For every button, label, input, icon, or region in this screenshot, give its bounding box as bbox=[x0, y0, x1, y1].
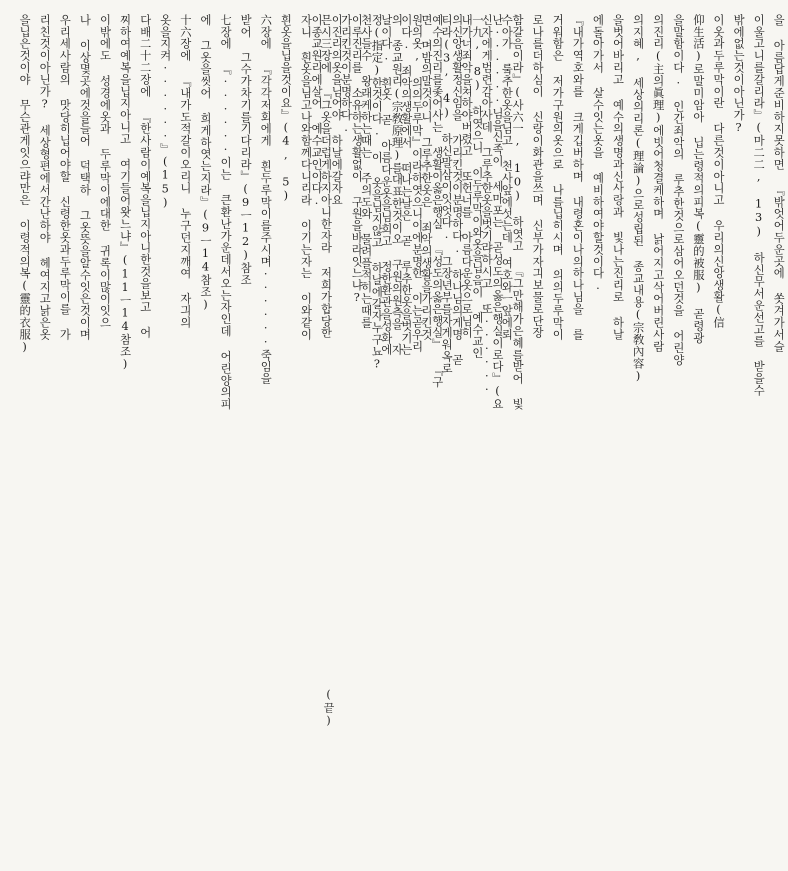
text-line: 가리킨것이분명하다. bbox=[339, 14, 353, 135]
text-line: 이밖에도 성경에옷과 두루막이에대한 귀록이많이잇으 bbox=[98, 14, 112, 329]
text-line: 이옷과두루막이란 다른것이아니고 우리의신앙생활(信 bbox=[711, 14, 725, 329]
text-line: 을 아름답게준비하지못하면 『밖엇어두운곳에 쏫겨가서슬 bbox=[772, 14, 786, 353]
text-line: 仰生活)로말미암아 닙는령적의피복(靈的被服) 곧령광 bbox=[691, 14, 705, 344]
text-line: 함갈음이라』(사六一, 10) 하엿고 『그만해가은혜를받어 빛 bbox=[511, 14, 525, 411]
text-line: 면 며밤의말것이니 그루추한옷은 죄악의생활을가리킨것 bbox=[419, 14, 433, 341]
text-line: 로나를더하심이 신랑이화관을쓰며 신부가자긔보물로단장 bbox=[531, 14, 545, 339]
text-line: 옷을지켜······』(15) bbox=[158, 14, 172, 210]
left-text-columns bbox=[14, 14, 516, 850]
text-line: 을말함이다. 인간죄악의 루추한것으로삼어오던것을 어린양 bbox=[671, 14, 685, 366]
text-line: 이진리의옷을님어야 하날에갈자요 bbox=[330, 14, 344, 207]
text-line: 의 종교원리(宗敎原理)를대표한것이오 구원의원측을 자 bbox=[390, 14, 404, 356]
text-line: 이루진리를 소유하는생활없이 구원을바라잇느냐? bbox=[350, 14, 364, 305]
text-line: 七장에 『······이는 큰환난가운데서오는자인데 어린양의피 bbox=[219, 14, 233, 411]
text-line: 의지혜, 세상의리론(理論)으로성립된 종교내용(宗敎內容) bbox=[631, 14, 645, 383]
text-line: 천사들수 왕래케하는때는 주의도와 물려플적히는때를 bbox=[359, 14, 373, 329]
text-line: 『내가역호와를 크게깁버하며 내령혼이나의하나님을 를 bbox=[571, 14, 585, 341]
text-line: 티라(3, 4) 하신말삼이잇엇다. 그장년부를자게워옥로 bbox=[440, 14, 454, 375]
text-line: 찌하여예복을닙지아니고 여기들어왓느냐』(11ㅡ14참조) bbox=[118, 14, 132, 371]
text-line: 난······님을신족이 세마포는 곧성도의옳은행실이로다』(요 bbox=[490, 14, 504, 411]
text-line: 十六장에 『내가도적갈이오리니 누구던지깨여 자긔의 bbox=[178, 14, 192, 329]
text-line: 을닙은것이야 무슨관게잇으랴만은 이령적의복(靈的衣服) bbox=[18, 14, 32, 354]
text-line: 이종교원리에살어 예수교인이다. bbox=[310, 14, 324, 208]
text-line: 에돌아가서 살수잇는옷을 예비하여야할것이다. bbox=[591, 14, 605, 293]
text-line: 거워함은 저가구원의옷으로 나를닙히시며 의의두루막이 bbox=[551, 14, 565, 341]
text-line: 자니 흰옷을님고나와함께다니리라 이기는자는 이와같이 bbox=[299, 14, 313, 341]
text-line: 수아가 뤀추한옷을님고 천사앞에섯는데 여호와ㅡ앞에뢰 bbox=[500, 14, 514, 341]
text-line: 신자에게범련감아사데 그루추한옷을벗기랴하시고 또······ bbox=[480, 14, 494, 397]
text-line: 날이다. 흰옷 곧 아름다운옷을님희고 정한환관을성화에 bbox=[379, 14, 393, 356]
text-line: 을벗어바리고 예수의생명과신사랑과 빛나는진리로 하날 bbox=[611, 14, 625, 341]
text-line: 믄시三장에 『그옷을더럽게하지아니한자라 저희가합당한 bbox=[319, 14, 333, 339]
text-line: 정(指定)한것이다. 이 옷을님지않고 하날에갈자누구뇨? bbox=[370, 14, 384, 371]
text-line: 받어 그수가차기를기다리라』(9ㅡ12)참조 bbox=[239, 14, 253, 286]
text-line: 一九, 8) 하엿으니 이두루막이와옷을닙음이 예수교인 bbox=[470, 14, 484, 360]
text-line: 원의옷, 의의두루막』이라하엿으니이에분명한 이는곧우리 bbox=[410, 14, 424, 353]
text-line: 우리세사람의 맛당히닙어야할 신령한옷과두루막이를 가 bbox=[58, 14, 72, 341]
text-line: 예수의진리를좇어사는 생활이옳은행실 『성도의옳은행실』 『구 bbox=[430, 14, 444, 388]
end-mark: (끝) bbox=[322, 688, 335, 728]
text-line: 나 이상몇곳에것을들어 덕택하 그옷뜻을알수잇은것이며 bbox=[78, 14, 92, 341]
text-line: 흰옷을닙을것이요』(4, 5) bbox=[279, 14, 293, 203]
text-line: 리친것이아닌가? 세상형편에서간난하야 헤여지고낡은옷 bbox=[38, 14, 52, 341]
text-line: 에 그옷을씻어 희게하엿는지라』(9ㅡ14참조) bbox=[198, 14, 212, 312]
text-line: 내가너죄악을쳐하야버렸고 또헌너를 아름다운옷으로님히 bbox=[460, 14, 474, 339]
text-line: 이다. 죄악의생활에서 떠나는날은 곧 루추한옷을벗기는 bbox=[399, 14, 413, 356]
text-line: 六장에 『각각저회에게 흰두루막이를주시며······죽임을 bbox=[259, 14, 273, 385]
text-line: 밖에없는것이아닌가? bbox=[732, 14, 746, 135]
text-line: 의신앙생활정신임을 가리킨것이분명하다. 하나님의게명 곧 bbox=[450, 14, 464, 366]
text-line: 이울고니를갈리라』(마二二, 13) 하신무서운선고를 받을수 bbox=[752, 14, 766, 397]
text-line: 다배二十二장에 『한사람이예복을닙지아니한것을보고 어 bbox=[138, 14, 152, 339]
text-line: 의진리(主의眞理)에빗어청결케하며 낡어지고삭어버린사람 bbox=[651, 14, 665, 353]
